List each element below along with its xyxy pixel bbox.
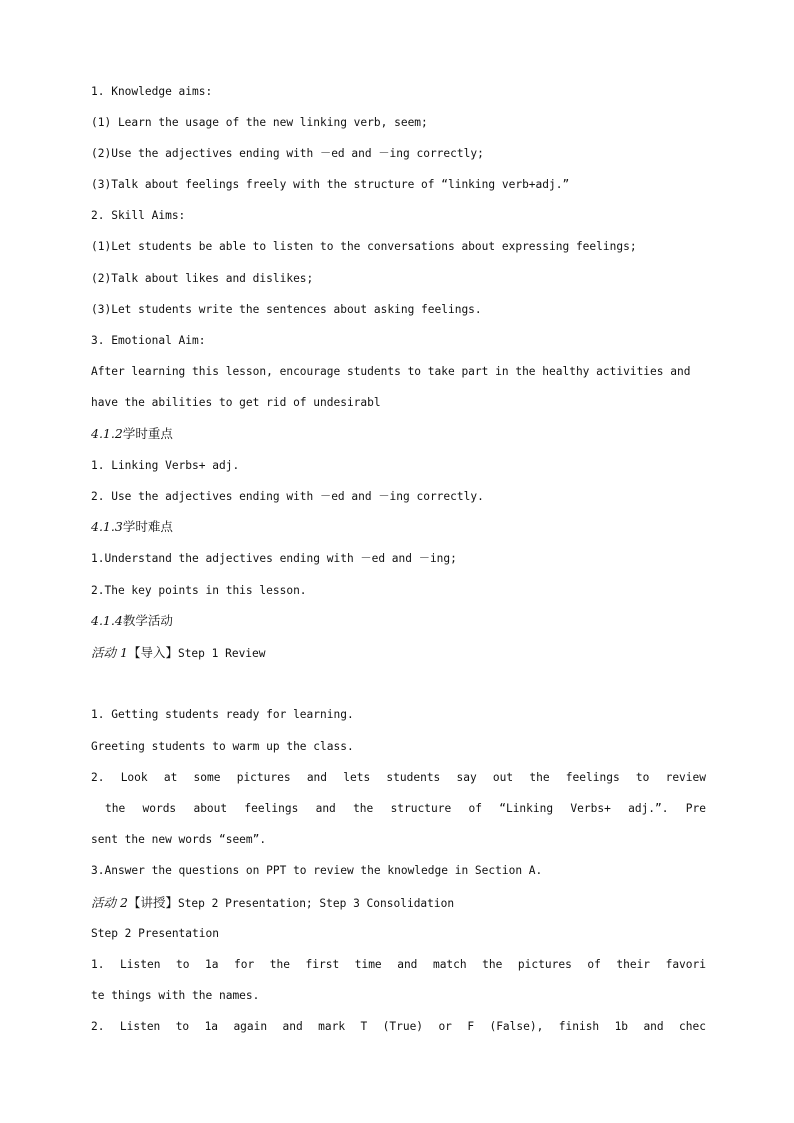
emotional-aim-text-1: After learning this lesson, encourage students to take part in the healthy activities and <box>91 365 691 378</box>
review-step-1: 1. Getting students ready for learning. <box>91 708 354 721</box>
activity-title: Step 1 Review <box>177 647 266 660</box>
difficulty-2: 2.The key points in this lesson. <box>91 584 307 597</box>
activity-label: 活动 1 <box>91 645 128 660</box>
review-step-3: 3.Answer the questions on PPT to review the knowledge in Section A. <box>91 864 543 877</box>
section-heading-key-points <box>91 426 706 442</box>
difficulty-1: 1.Understand the adjectives ending with －ed and －ing; <box>91 552 457 565</box>
section-number: 4.1.2 <box>91 426 123 441</box>
presentation-step-1-line-1: 1. Listen to 1a for the first time and match the pictures of their favori <box>91 958 706 971</box>
skill-aim-2: (2)Talk about likes and dislikes; <box>91 272 314 285</box>
activity-tag: 【讲授】 <box>127 895 178 910</box>
section-title: 教学活动 <box>122 613 173 628</box>
activity-2-heading <box>91 895 706 912</box>
section-number: 4.1.3 <box>91 519 123 534</box>
section-heading-difficulties <box>91 519 706 535</box>
review-step-1-detail: Greeting students to warm up the class. <box>91 740 354 753</box>
review-step-2-line-1: 2. Look at some pictures and lets students say out the feelings to review <box>91 771 706 784</box>
skill-aim-3: (3)Let students write the sentences about asking feelings. <box>91 303 482 316</box>
emotional-aim-text-2: have the abilities to get rid of undesirabl <box>91 396 381 409</box>
section-number: 4.1.4 <box>91 613 123 628</box>
knowledge-aim-2: (2)Use the adjectives ending with －ed and －ing correctly; <box>91 147 484 160</box>
review-step-2-line-3: sent the new words “seem”. <box>91 833 267 846</box>
activity-tag: 【导入】 <box>127 645 178 660</box>
knowledge-aims-heading: 1. Knowledge aims: <box>91 85 213 98</box>
key-point-2: 2. Use the adjectives ending with －ed and －ing correctly. <box>91 490 484 503</box>
skill-aim-1: (1)Let students be able to listen to the conversations about expressing feelings; <box>91 240 637 253</box>
presentation-heading: Step 2 Presentation <box>91 927 219 940</box>
activity-1-heading <box>91 645 706 662</box>
key-point-1: 1. Linking Verbs+ adj. <box>91 459 240 472</box>
emotional-aim-heading: 3. Emotional Aim: <box>91 334 206 347</box>
presentation-step-2-line-1: 2. Listen to 1a again and mark T (True) or F (False), finish 1b and chec <box>91 1020 706 1033</box>
section-heading-activities <box>91 613 706 629</box>
activity-label: 活动 2 <box>91 895 128 910</box>
presentation-step-1-line-2: te things with the names. <box>91 989 260 1002</box>
section-title: 学时重点 <box>122 426 173 441</box>
knowledge-aim-3: (3)Talk about feelings freely with the structure of “linking verb+adj.” <box>91 178 570 191</box>
knowledge-aim-1: (1) Learn the usage of the new linking verb, seem; <box>91 116 428 129</box>
review-step-2-line-2: the words about feelings and the structure of “Linking Verbs+ adj.”. Pre <box>105 802 706 815</box>
section-title: 学时难点 <box>122 519 173 534</box>
activity-title: Step 2 Presentation; Step 3 Consolidation <box>177 897 455 910</box>
skill-aims-heading: 2. Skill Aims: <box>91 209 186 222</box>
